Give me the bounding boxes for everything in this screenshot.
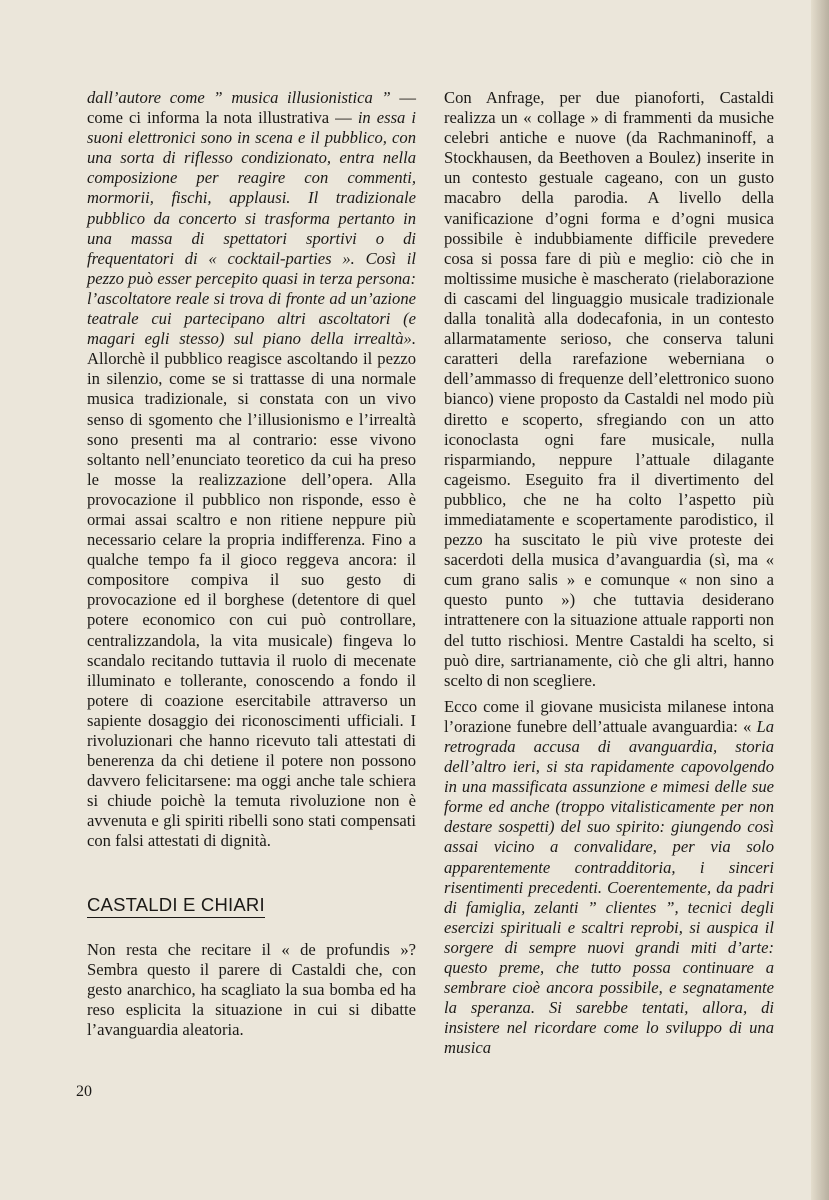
right-paragraph-2 <box>444 697 774 1059</box>
quote-italic-text: in essa i suoni elettronici sono in scena e il pubblico, con una sorta di riflesso condizionato, entra nella composizione per reagire con commenti, mormorii, fischi, applausi. Il tradizionale pubblico da concerto si trasforma pertanto in una massa di spettatori sportivi o di frequentatori di « cocktail-parties ». Così il pezzo può esser percepito quasi in terza persona: l’ascoltatore reale si trova di fronte ad un’azione teatrale cui partecipano altri ascoltatori (e magari egli stesso) sul piano della irrealtà». <box>87 108 416 349</box>
paragraph2-roman-text: Ecco come il giovane musicista milanese intona l’orazione funebre dell’attuale avanguardia: « <box>444 696 774 736</box>
paragraph-rest-text: Allorchè il pubblico reagisce ascoltando il pezzo in silenzio, come se si trattasse di una normale musica tradizionale, si constata con un vivo senso di sgomento che l’illusionismo e l’irrealtà sono presenti ma al contrario: esse vivono soltanto nell’enunciato teoretico da cui ha preso le mosse la realizzazione dell’opera. Alla provocazione il pubblico non risponde, esso è ormai assai scaltro e non ritiene neppure più necessario celare la propria indifferenza. Fino a qualche tempo fa il gioco reggeva ancora: il compositore compiva il suo gesto di provocazione ed il borghese (detentore di quel potere economico con cui può controllare, centralizzandola, la vita musicale) fingeva lo scandalo recitando tuttavia il ruolo di mecenate illuminato e tollerante, conoscendo a fondo il potere di coazione esercitabile attraverso un sapiente dosaggio dei riconoscimenti ufficiali. I rivoluzionari che hanno ricevuto tali attestati di benerenza da chi detiene il potere non possono davvero felicitarsene: ma oggi anche tale schiera si chiude poichè la temuta rivoluzione non è avvenuta e gli spiriti ribelli sono stati compensati con falsi attestati di dignità. <box>87 349 416 851</box>
right-column <box>444 88 774 1059</box>
page-binding-shadow <box>811 0 829 1200</box>
left-column <box>87 88 416 1040</box>
right-paragraph-1: Con Anfrage, per due pianoforti, Castaldi realizza un « collage » di frammenti da musiche celebri antiche e nuove (da Rachmaninoff, a Stockhausen, da Beethoven a Boulez) inserite in un contesto gestuale cageano, con un gusto macabro della parodia. A livello della vanificazione d’ogni forma e d’ogni musica possibile è indubbiamente difficile prevedere cosa si possa fare di più e meglio: ciò che in moltissime musiche è mascherato (rielaborazione di cascami del linguaggio musicale tradizionale dalla tonalità alla dodecafonia, in un contesto allarmatamente serioso, che conserva taluni caratteri della rarefazione weberniana o dell’ammasso di frequenze dell’elettronico suono bianco) viene proposto da Castaldi nel modo più diretto e scoperto, sfregiando con un atto iconoclasta ogni fare musicale, nulla risparmiando, neppure l’attuale dilagante cageismo. Eseguito fra il divertimento del pubblico, che ne ha colto l’aspetto più immediatamente e scopertamente parodistico, il pezzo ha suscitato le più vive proteste dei sacerdoti della musica d’avanguardia (sì, ma « cum grano salis » e comunque « non sino a questo punto ») che tuttavia desiderano intrattenere con la situazione attuale rapporti non del tutto rischiosi. Mentre Castaldi ha scelto, si può dire, sartrianamente, ciò che gli altri, hanno scelto di non scegliere. <box>444 88 774 690</box>
left-paragraph-1 <box>87 88 416 852</box>
page-number: 20 <box>76 1083 92 1100</box>
paragraph2-italic-text: La retrograda accusa di avanguardia, storia dell’altro ieri, si sta rapidamente capovolgendo in una massificata assunzione e mimesi delle sue forme ed anche (troppo vitalisticamente per non destare sospetti) del suo spirito: giungendo così assai vicino a convalidare, per via solo apparentemente contradditoria, i sinceri risentimenti precedenti. Coerentemente, da padri di famiglia, zelanti ” clientes ”, tecnici degli esercizi spirituali e scaltri reprobi, si auspica il sorgere di sempre nuovi grandi miti d’arte: questo preme, che tutto possa continuare a sembrare cioè ancora possibile, e segnatamente la speranza. Si sarebbe tentati, allora, di insistere nel ricordare come lo sviluppo di una musica <box>444 716 774 1058</box>
intro-roman-text: — come ci informa la nota illustrativa — <box>87 88 416 128</box>
section-heading: CASTALDI E CHIARI <box>87 895 265 918</box>
intro-italic-text: dall’autore come ” musica illusionistica ” <box>87 88 391 107</box>
section-paragraph: Non resta che recitare il « de profundis »? Sembra questo il parere di Castaldi che, con gesto anarchico, ha scagliato la sua bomba ed ha reso esplicita la situazione in cui si dibatte l’avanguardia aleatoria. <box>87 939 416 1040</box>
